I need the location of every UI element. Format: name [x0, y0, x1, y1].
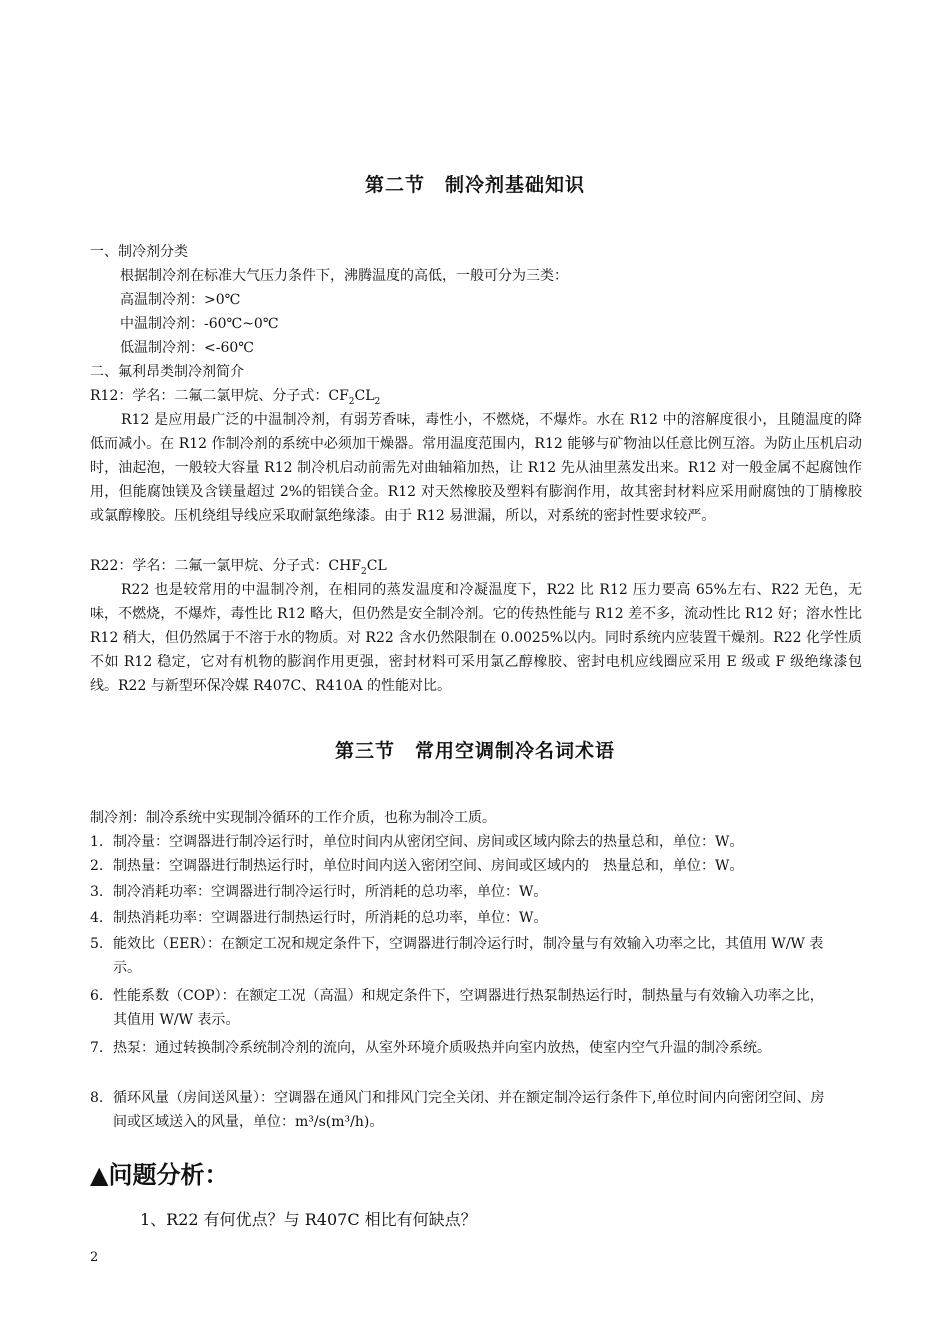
heading-freon-intro: 二、氟利昂类制冷剂简介	[90, 364, 244, 380]
term-item-1	[90, 830, 830, 854]
problem-analysis-heading: ▲问题分析：	[90, 1161, 229, 1189]
r12-head: R12：学名：二氟二氯甲烷、分子式：CF	[90, 388, 349, 404]
high-temp-refrigerant: 高温制冷剂：>0℃	[120, 292, 241, 308]
refrigerant-definition: 制冷剂：制冷系统中实现制冷循环的工作介质，也称为制冷工质。	[90, 810, 496, 826]
mid-temp-refrigerant: 中温制冷剂：-60℃~0℃	[120, 316, 279, 332]
section-2-title: 第二节 制冷剂基础知识	[364, 174, 585, 196]
section-3-title: 第三节 常用空调制冷名词术语	[334, 740, 615, 762]
term-item-2	[90, 854, 830, 878]
term-text: 制热消耗功率：空调器进行制热运行时，所消耗的总功率，单位：W。	[113, 910, 548, 926]
term-item-5	[90, 932, 830, 980]
r22-sub: 2	[361, 566, 367, 577]
term-item-3	[90, 880, 830, 904]
term-text: 制冷消耗功率：空调器进行制冷运行时，所消耗的总功率，单位：W。	[113, 884, 548, 900]
r12-sub-1: 2	[348, 396, 355, 407]
r12-sub-2: 2	[374, 396, 381, 407]
term-text: 热泵：通过转换制冷系统制冷剂的流向，从室外环境介质吸热并向室内放热，使室内空气升温的制冷系统。	[113, 1040, 771, 1056]
page-number: 2	[90, 1250, 99, 1265]
term-text: 循环风量（房间送风量）：空调器在通风门和排风门完全关闭、并在额定制冷运行条件下,单位时间内向密闭空间、房间或区域送入的风量，单位：m³/s(m³/h)。	[113, 1090, 825, 1130]
term-number: 3.	[90, 884, 104, 900]
term-number: 5.	[90, 936, 104, 952]
term-number: 8.	[90, 1090, 104, 1106]
term-number: 4.	[90, 910, 104, 926]
term-number: 7.	[90, 1040, 104, 1056]
r12-cl: CL	[354, 388, 375, 404]
term-text: 能效比（EER）：在额定工况和规定条件下，空调器进行制冷运行时，制冷量与有效输入功率之比，其值用 W/W 表示。	[113, 936, 824, 976]
term-item-8	[90, 1086, 830, 1134]
question-1: 1、R22 有何优点？与 R407C 相比有何缺点？	[140, 1210, 477, 1229]
r22-description: R22 也是较常用的中温制冷剂，在相同的蒸发温度和冷凝温度下，R22 比 R12 压力要高 65%左右、R22 无色，无味，不燃烧，不爆炸，毒性比 R12 略大，但仍然是安全制冷剂。它的传热性能与 R12 差不多，流动性比 R12 好；溶水性比 R12 稍大，但仍然属于不溶于水的物质。对 R22 含水仍然限制在 0.0025%以内。同时系统内应装置干燥剂。R22 化学性质不如 R12 稳定，它对有机物的膨润作用更强，密封材料可采用氯乙醇橡胶、密封电机应线圈应采用 E 级或 F 级绝缘漆包线。R22 与新型环保冷媒 R407C、R410A 的性能对比。	[90, 582, 862, 694]
term-number: 1.	[90, 834, 104, 850]
term-item-7	[90, 1036, 830, 1060]
term-text: 性能系数（COP）：在额定工况（高温）和规定条件下，空调器进行热泵制热运行时，制热量与有效输入功率之比，其值用 W/W 表示。	[113, 988, 824, 1028]
term-text: 制冷量：空调器进行制冷运行时，单位时间内从密闭空间、房间或区域内除去的热量总和，单位：W。	[113, 834, 744, 850]
classification-intro: 根据制冷剂在标准大气压力条件下，沸腾温度的高低，一般可分为三类：	[120, 268, 568, 284]
term-number: 2.	[90, 858, 104, 874]
term-item-4	[90, 906, 830, 930]
term-item-6	[90, 984, 830, 1032]
r12-description: R12 是应用最广泛的中温制冷剂，有弱芳香味，毒性小，不燃烧，不爆炸。水在 R12 中的溶解度很小，且随温度的降低而减小。在 R12 作制冷剂的系统中必须加干燥器。常用温度范围内，R12 能够与矿物油以任意比例互溶。为防止压机启动时，油起泡，一般较大容量 R12 制冷机启动前需先对曲轴箱加热，让 R12 先从油里蒸发出来。R12 对一般金属不起腐蚀作用，但能腐蚀镁及含镁量超过 2%的铝镁合金。R12 对天然橡胶及塑料有膨润作用，故其密封材料应采用耐腐蚀的丁腈橡胶或氯醇橡胶。压机绕组导线应采取耐氯绝缘漆。由于 R12 易泄漏，所以，对系统的密封性要求较严。	[90, 412, 862, 524]
low-temp-refrigerant: 低温制冷剂：<-60℃	[120, 340, 254, 356]
r22-cl: CL	[366, 558, 387, 574]
term-text: 制热量：空调器进行制热运行时，单位时间内送入密闭空间、房间或区域内的 热量总和，单位：W。	[113, 858, 744, 874]
r22-head: R22：学名：二氟一氯甲烷、分子式：CHF	[90, 558, 361, 574]
heading-refrigerant-classification: 一、制冷剂分类	[90, 244, 188, 260]
term-number: 6.	[90, 988, 104, 1004]
